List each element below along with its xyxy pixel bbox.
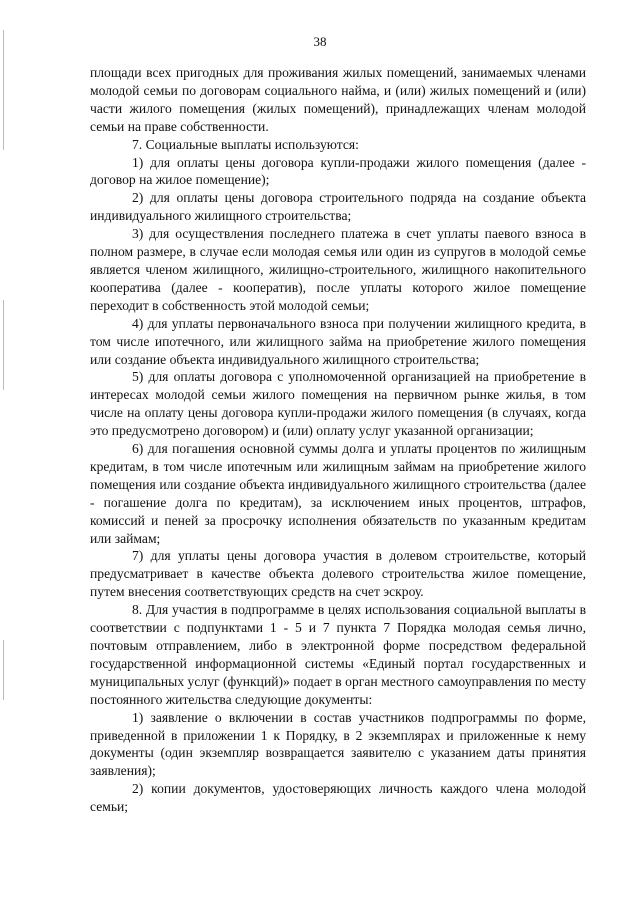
paragraph: 6) для погашения основной суммы долга и уплаты процентов по жилищным кредитам, в том числе ипотечным или жилищным займам на приобретение жилого помещения или создание объекта индивидуального жилищного строительства (далее - погашение долга по кредитам), за исключением иных процентов, штрафов, комиссий и пеней за просрочку исполнения обязательств по указанным кредитам или займам;	[90, 441, 586, 546]
scan-edge-artifact	[3, 640, 4, 700]
paragraph: 3) для осуществления последнего платежа в счет уплаты паевого взноса в полном размере, в случае если молодая семья или один из супругов в молодой семье является членом жилищного, жилищно-строительного, жилищного накопительного кооператива (далее - кооператив), после уплаты которого жилое помещение переходит в собственность этой молодой семьи;	[90, 226, 586, 313]
document-body	[90, 64, 586, 816]
page-number: 38	[313, 34, 327, 49]
paragraph: 5) для оплаты договора с уполномоченной организацией на приобретение в интересах молодой семьи жилого помещения на первичном рынке жилья, в том числе на оплату цены договора купли-продажи жилого помещения (в случаях, когда это предусмотрено договором) и (или) оплату услуг указанной организации;	[90, 369, 586, 439]
paragraph: 7. Социальные выплаты используются:	[132, 136, 359, 152]
paragraph: 1) заявление о включении в состав участников подпрограммы по форме, приведенной в приложении 1 к Порядку, в 2 экземплярах и приложенные к нему документы (один экземпляр возвращается заявителю с указанием даты принятия заявления);	[90, 709, 586, 779]
scan-edge-artifact	[3, 300, 4, 390]
paragraph: 2) для оплаты цены договора строительного подряда на создание объекта индивидуального жилищного строительства;	[90, 190, 586, 224]
paragraph: 8. Для участия в подпрограмме в целях использования социальной выплаты в соответствии с подпунктами 1 - 5 и 7 пункта 7 Порядка молодая семья лично, почтовым отправлением, либо в электронной форме посредством федеральной государственной информационной системы «Единый портал государственных и муниципальных услуг (функций)» подает в орган местного самоуправления по месту постоянного жительства следующие документы:	[90, 602, 586, 707]
paragraph: 4) для уплаты первоначального взноса при получении жилищного кредита, в том числе ипотечного, или жилищного займа на приобретение жилого помещения или создание объекта индивидуального жилищного строительства;	[90, 315, 586, 367]
paragraph: площади всех пригодных для проживания жилых помещений, занимаемых членами молодой семьи по договорам социального найма, и (или) жилых помещений и (или) части жилого помещения (жилых помещений), принадлежащих членам молодой семьи на праве собственности.	[90, 65, 586, 134]
paragraph: 7) для уплаты цены договора участия в долевом строительстве, который предусматривает в качестве объекта долевого строительства жилое помещение, путем внесения соответствующих средств на счет эскроу.	[90, 548, 586, 600]
paragraph: 1) для оплаты цены договора купли-продажи жилого помещения (далее - договор на жилое помещение);	[90, 154, 586, 188]
paragraph: 2) копии документов, удостоверяющих личность каждого члена молодой семьи;	[90, 781, 586, 815]
